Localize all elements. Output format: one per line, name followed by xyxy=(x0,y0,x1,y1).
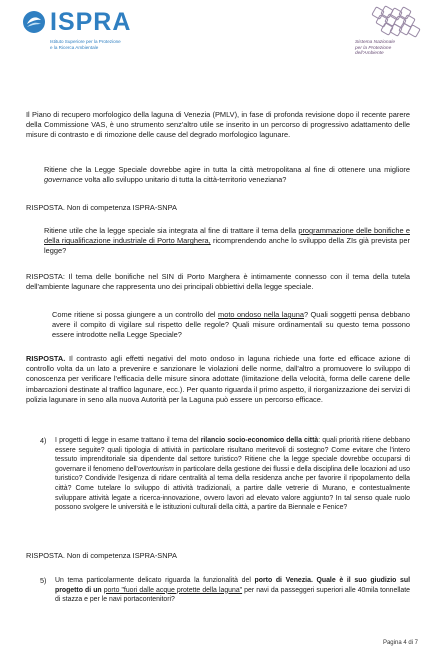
snpa-logo xyxy=(355,6,427,60)
snpa-line-2: per la Protezione xyxy=(355,45,392,51)
item-5-underlined: porto "fuori dalle acque protette della laguna" xyxy=(103,586,243,594)
item-4-text-b: : quali priorità ritiene debbano essere seguite? quali tipologia di attività in particolare risultano meritevoli di sostegno? Come evitare che l'intero tessuto imprenditoriale sia dipendente dal settore turistico? Ritiene che la legge speciale dovrebbe occuparsi di governare il fenomeno dell' xyxy=(55,437,410,473)
answer-2: RISPOSTA: Il tema delle bonifiche nel SIN di Porto Marghera è intimamente connesso con il tema della tutela dell'ambiente lagunare che rappresenta uno dei principali obbiettivi della legge speciale. xyxy=(26,272,410,292)
snpa-line-3: dell'Ambiente xyxy=(355,51,384,57)
item-4-bold: rilancio socio-economico della città xyxy=(200,437,319,444)
answer-4: RISPOSTA. Non di competenza ISPRA-SNPA xyxy=(26,551,177,560)
answer-1: RISPOSTA. Non di competenza ISPRA-SNPA xyxy=(26,203,177,212)
item-5-text-b: per navi da passeggeri superiori alle 40mila tonnellate di stazza e per le navi portacontenitori? xyxy=(55,586,410,604)
q3-underlined: moto ondoso nella laguna xyxy=(218,310,304,319)
ispra-logo-subtitle xyxy=(50,39,170,50)
ispra-logo-icon xyxy=(22,10,46,34)
ispra-subtitle-line-2: e la Ricerca Ambientale xyxy=(50,44,99,50)
item-4-number: 4) xyxy=(40,436,47,445)
question-bonifiche xyxy=(44,226,410,257)
ispra-logo-name: ISPRA xyxy=(50,8,132,36)
snpa-line-1: Sistema Nazionale xyxy=(355,40,395,45)
q3-text-a: Come ritiene si possa giungere a un controllo del xyxy=(52,310,219,319)
item-5-bold-2: . Quale è il suo giudizio sul progetto di un xyxy=(55,577,410,594)
q1-text-a: Ritiene che la Legge Speciale dovrebbe agire in tutta la città metropolitana al fine di ottenere una migliore xyxy=(44,165,410,174)
ispra-logo xyxy=(22,8,182,58)
q1-text-b: volta allo sviluppo unitario di tutta la città-territorio veneziana? xyxy=(82,175,287,185)
q2-underlined: programmazione delle bonifiche e della riqualificazione industriale di Porto Marghera, xyxy=(44,226,410,246)
page-number: Pagina 4 di 7 xyxy=(382,640,418,646)
item-4-emphasis: overtourism xyxy=(137,465,174,473)
item-5-bold-1: porto di Venezia xyxy=(254,577,311,584)
snpa-logo-text xyxy=(355,40,427,57)
intro-paragraph: Il Piano di recupero morfologico della laguna di Venezia (PMLV), in fase di profonda revisione dopo il recente parere della Commissione VAS, è uno strumento senz'altro utile se inserito in un percorso di progressivo adattamento delle misure di contrasto e di rimozione delle cause del degrado morfologico lagunare. xyxy=(26,110,410,140)
q2-text-a: Ritiene utile che la legge speciale sia integrata al fine di trattare il tema della xyxy=(44,226,299,235)
question-moto-ondoso xyxy=(52,310,410,341)
q3-text-b: ? Quali soggetti pensa debbano avere il compito di vigilare sul rispetto delle regole? Quali misure ordinamentali su questo tema possono essere introdotte nella Legge Speciale? xyxy=(52,310,410,340)
item-4-text-a: I progetti di legge in esame trattano il tema del xyxy=(55,437,201,444)
answer-3-label: RISPOSTA. xyxy=(26,354,66,363)
q1-emphasis: governance xyxy=(44,175,83,185)
item-5-text-a: Un tema particolarmente delicato riguarda la funzionalità del xyxy=(55,577,255,584)
item-5-question xyxy=(55,576,410,605)
question-governance xyxy=(44,165,410,185)
answer-3-text: Il contrasto agli effetti negativi del moto ondoso in laguna richiede una forte ed efficace azione di controllo volta da un lato a prevenire e sanzionare le violazioni delle norme, dall'altro a promuovere lo sviluppo di conoscenza per verificare l'efficacia delle misure sinora adottate (limitazione della velocità, forma delle carene delle imbarcazioni destinate al traffico lagunare, ecc.). Per quanto riguarda il primo aspetto, il riorganizzazione dei servizi di polizia lagunare in seno alla nuova Autorità per la Laguna può essere un percorso efficace. xyxy=(26,354,410,404)
item-4-question xyxy=(55,436,410,513)
answer-3 xyxy=(26,354,410,405)
q2-text-b: ricomprendendo anche lo sviluppo della ZIs già prevista per legge? xyxy=(44,236,410,256)
item-4-text-c: in particolare della gestione dei flussi e della disciplina delle locazioni ad uso turistico? Condivide l'esigenza di ridare centralità al tema della residenza anche per favorire il ripopolamento della città? Come tutelare lo sviluppo di attività tradizionali, a partire dalle vetrerie di Murano, e contestualmente sviluppare attività legate a ricerca-innovazione, ovvero lavori ad elevato valore aggiunto? In tal senso quale ruolo possono svolgere le università e le istituzioni culturali della città, a partire da Biennale e Fenice? xyxy=(55,465,410,512)
item-5-number: 5) xyxy=(40,576,47,585)
ispra-subtitle-line-1: Istituto Superiore per la Protezione xyxy=(50,39,121,44)
